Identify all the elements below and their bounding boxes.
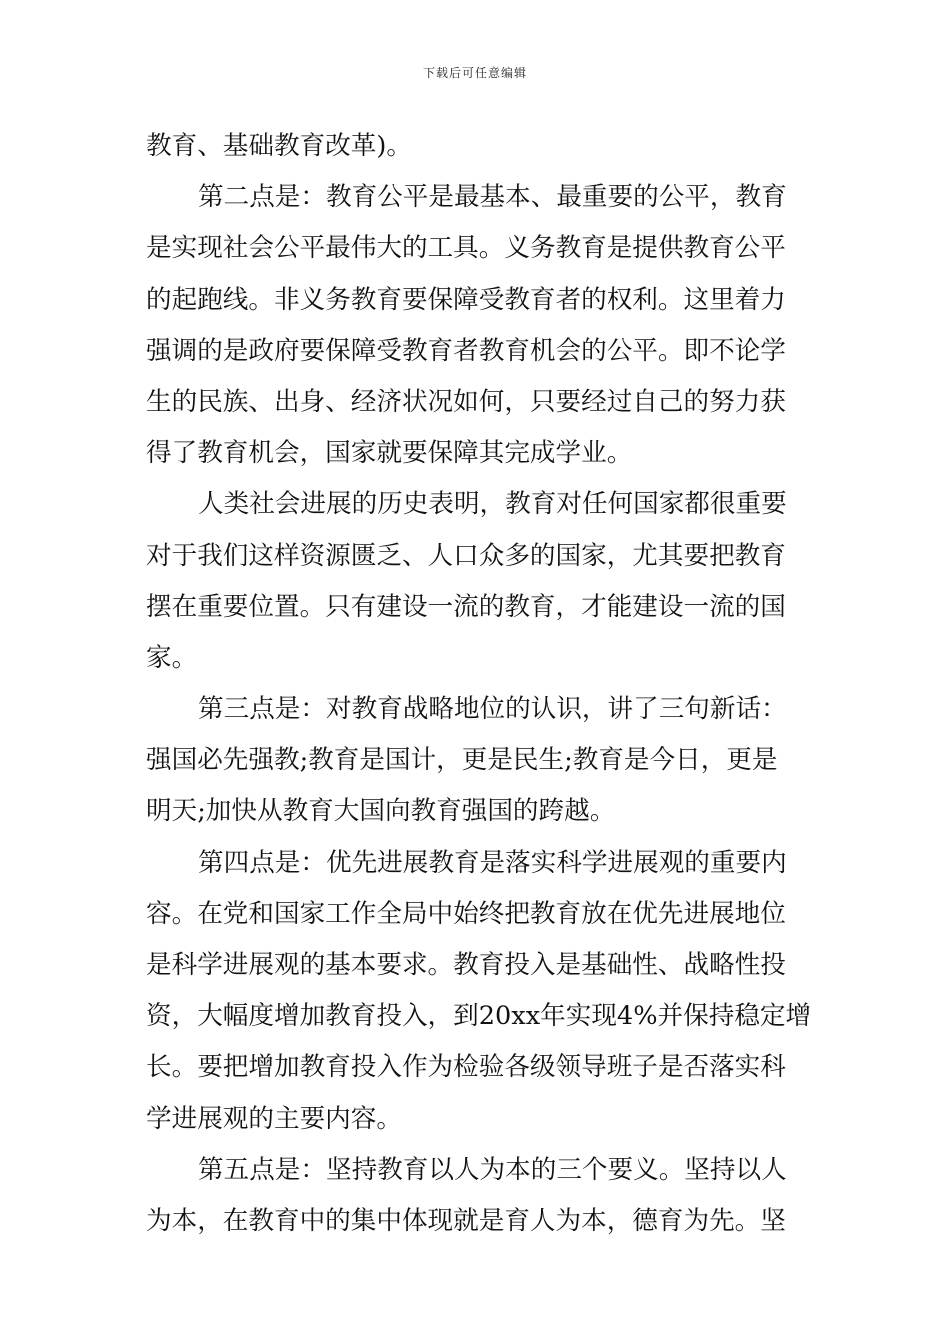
paragraph-point-five [146,1145,810,1247]
text-line: 为本，在教育中的集中体现就是育人为本，德育为先。坚 [146,1205,786,1236]
text-line: 家。 [146,642,198,673]
text-line: 是科学进展观的基本要求。教育投入是基础性、战略性投 [146,950,786,980]
text-line: 长。要把增加教育投入作为检验各级领导班子是否落实科 [146,1052,786,1083]
page-header-note: 下载后可任意编辑 [422,66,527,80]
text-line: 摆在重要位置。只有建设一流的教育，才能建设一流的国 [146,591,786,622]
text-line: 是实现社会公平最伟大的工具。义务教育是提供教育公平 [146,233,786,264]
text-line: 强调的是政府要保障受教育者教育机会的公平。即不论学 [146,335,786,366]
paragraph-point-two [146,172,810,479]
text-line: 的起跑线。非义务教育要保障受教育者的权利。这里着力 [146,284,786,315]
text-line: 第五点是：坚持教育以人为本的三个要义。坚持以人 [198,1154,787,1185]
text-line: 容。在党和国家工作全局中始终把教育放在优先进展地位 [146,898,786,929]
text-line: 第二点是：教育公平是最基本、最重要的公平，教育 [198,182,787,213]
text-line: 生的民族、出身、经济状况如何，只要经过自己的努力获 [146,386,786,417]
text-line: 教育、基础教育改革)。 [146,131,412,161]
paragraph-point-four [146,838,810,1145]
text-line: 第三点是：对教育战略地位的认识，讲了三句新话： [198,694,787,725]
paragraph-point-three [146,684,810,838]
text-line: 明天;加快从教育大国向教育强国的跨越。 [146,796,616,827]
paragraph-continuation [146,121,810,172]
text-line: 资，大幅度增加教育投入，到20xx年实现4%并保持稳定增 [146,1001,812,1032]
text-line: 人类社会进展的历史表明，教育对任何国家都很重要 [198,489,787,520]
text-line: 得了教育机会，国家就要保障其完成学业。 [146,438,633,469]
paragraph-history [146,479,810,684]
text-line: 学进展观的主要内容。 [146,1103,402,1134]
text-line: 强国必先强教;教育是国计，更是民生;教育是今日，更是 [146,745,778,776]
text-line: 对于我们这样资源匮乏、人口众多的国家，尤其要把教育 [146,540,786,571]
text-line: 第四点是：优先进展教育是落实科学进展观的重要内 [198,847,787,878]
document-body [146,121,810,1247]
